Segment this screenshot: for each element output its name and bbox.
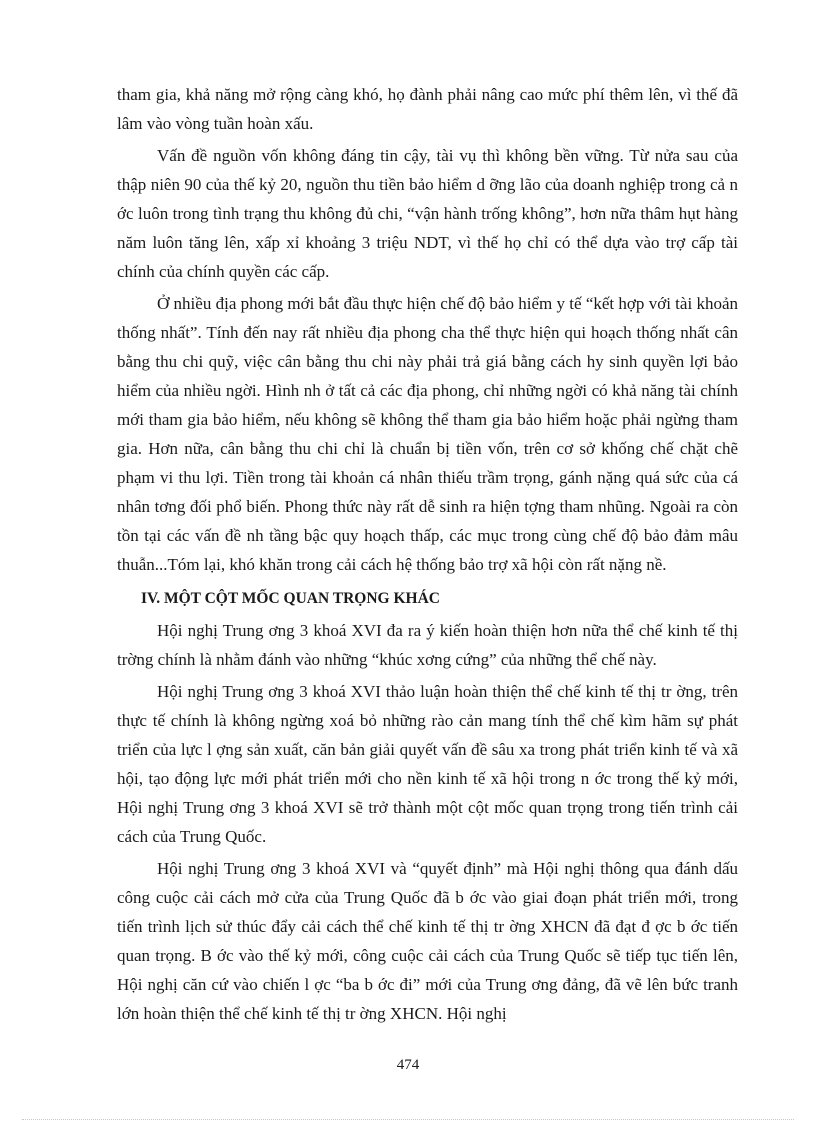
document-page: [117, 80, 738, 1028]
paragraph-continuation: tham gia, khả năng mở rộng càng khó, họ đành phải nâng cao mức phí thêm lên, vì thế đã lâm vào vòng tuần hoàn xấu.: [117, 85, 738, 133]
page-number: 474: [396, 1057, 420, 1073]
page-bottom-divider: [22, 1119, 794, 1120]
section-heading: IV. MỘT CỘT MỐC QUAN TRỌNG KHÁC: [141, 590, 440, 607]
paragraph-section-3: Hội nghị Trung ơng 3 khoá XVI và “quyết định” mà Hội nghị thông qua đánh dấu công cuộc cải cách mở cửa của Trung Quốc đã b ớc vào giai đoạn phát triển mới, trong tiến trình lịch sử thúc đẩy cải cách thể chế kinh tế thị tr ờng XHCN đã đạt đ ợc b ớc tiến quan trọng. B ớc vào thế kỷ mới, công cuộc cải cách của Trung Quốc sẽ tiếp tục tiến lên, Hội nghị căn cứ vào chiến l ợc “ba b ớc đi” mới của Trung ơng đảng, đã vẽ lên bức tranh lớn hoàn thiện thể chế kinh tế thị tr ờng XHCN. Hội nghị: [117, 859, 738, 1023]
paragraph-health-insurance: Ở nhiều địa phong mới bắt đầu thực hiện chế độ bảo hiểm y tế “kết hợp với tài khoản thống nhất”. Tính đến nay rất nhiều địa phong cha thể thực hiện qui hoạch thống nhất cân bằng thu chi quỹ, việc cân bằng thu chi này phải trả giá bằng cách hy sinh quyền lợi bảo hiểm của nhiều ngời. Hình nh ở tất cả các địa phong, chỉ những ngời có khả năng tài chính mới tham gia bảo hiểm, nếu không sẽ không thể tham gia bảo hiểm hoặc phải ngừng tham gia. Hơn nữa, cân bằng thu chi chỉ là chuẩn bị tiền vốn, trên cơ sở khống chế chặt chẽ phạm vi thu lợi. Tiền trong tài khoản cá nhân thiếu trầm trọng, gánh nặng quá sức của cá nhân tơng đối phổ biến. Phong thức này rất dễ sinh ra hiện tợng tham nhũng. Ngoài ra còn tồn tại các vấn đề nh tầng bậc quy hoạch thấp, các mục trong cùng chế độ bảo đảm mâu thuẫn...Tóm lại, khó khăn trong cải cách hệ thống bảo trợ xã hội còn rất nặng nề.: [117, 294, 738, 574]
paragraph-funding: Vấn đề nguồn vốn không đáng tin cậy, tài vụ thì không bền vững. Từ nửa sau của thập niên 90 của thế kỷ 20, nguồn thu tiền bảo hiểm d ỡng lão của doanh nghiệp trong cả n ớc luôn trong tình trạng thu không đủ chi, “vận hành trống không”, hơn nữa thâm hụt hàng năm luôn tăng lên, xấp xỉ khoảng 3 triệu NDT, vì thế họ chỉ có thể dựa vào trợ cấp tài chính của chính quyền các cấp.: [117, 146, 738, 281]
paragraph-section-1: Hội nghị Trung ơng 3 khoá XVI đa ra ý kiến hoàn thiện hơn nữa thể chế kinh tế thị trờng chính là nhằm đánh vào những “khúc xơng cứng” của những thể chế này.: [117, 621, 738, 669]
paragraph-section-2: Hội nghị Trung ơng 3 khoá XVI thảo luận hoàn thiện thể chế kinh tế thị tr ờng, trên thực tế chính là không ngừng xoá bỏ những rào cản mang tính thể chế kìm hãm sự phát triển của lực l ợng sản xuất, căn bản giải quyết vấn đề sâu xa trong phát triển kinh tế và xã hội, tạo động lực mới phát triển mới cho nền kinh tế xã hội trong n ớc trong thế kỷ mới, Hội nghị Trung ơng 3 khoá XVI sẽ trở thành một cột mốc quan trọng trong tiến trình cải cách của Trung Quốc.: [117, 682, 738, 846]
